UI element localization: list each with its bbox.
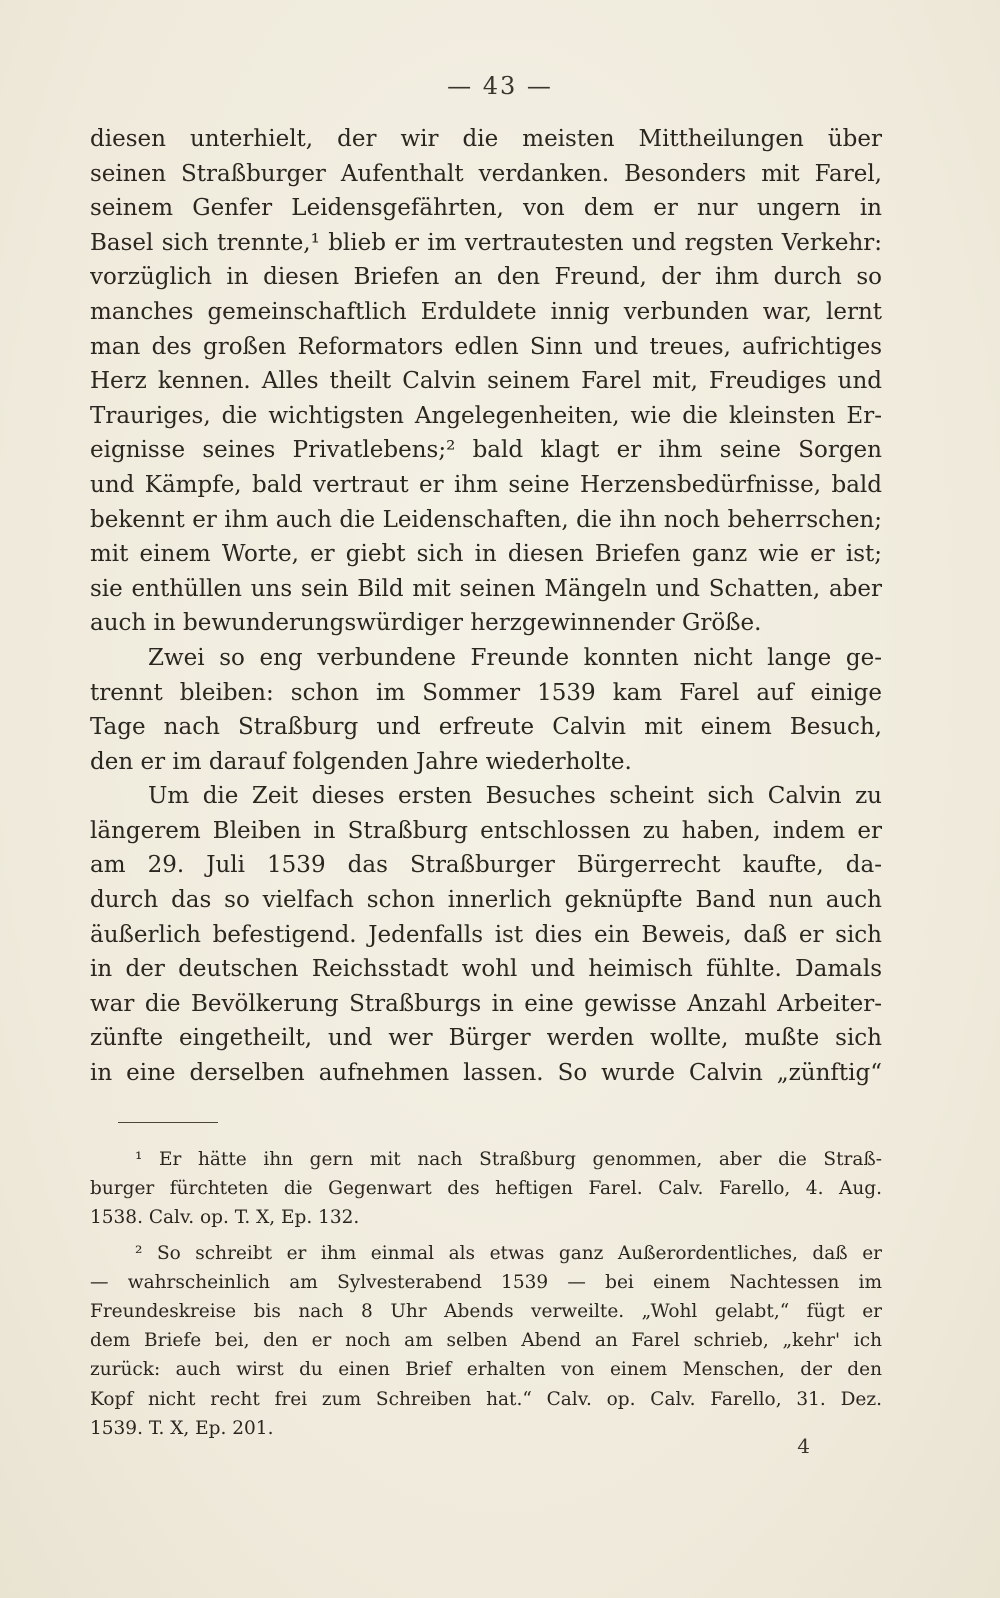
text-line: durch das so vielfach schon innerlich geknüpfte Band nun auch — [90, 887, 882, 914]
text-line: man des großen Reformators edlen Sinn und treues, aufrichtiges — [90, 333, 882, 360]
main-text — [90, 122, 882, 1091]
footnote-line: — wahrscheinlich am Sylvesterabend 1539 — bei einem Nachtessen im — [90, 1271, 882, 1293]
text-line: Tage nach Straßburg und erfreute Calvin mit einem Besuch, — [90, 714, 882, 741]
footnote-line: dem Briefe bei, den er noch am selben Abend an Farel schrieb, „kehr' ich — [90, 1330, 882, 1352]
text-line: am 29. Juli 1539 das Straßburger Bürgerrecht kaufte, da- — [90, 852, 882, 879]
footnote-line: 1539. T. X, Ep. 201. — [90, 1417, 274, 1439]
text-line: äußerlich befestigend. Jedenfalls ist dies ein Beweis, daß er sich — [90, 921, 882, 948]
text-line: sie enthüllen uns sein Bild mit seinen Mängeln und Schatten, aber — [90, 575, 882, 602]
text-line: seinen Straßburger Aufenthalt verdanken. Besonders mit Farel, — [90, 160, 882, 187]
footnote-line: ² So schreibt er ihm einmal als etwas ganz Außerordentliches, daß er — [135, 1242, 882, 1264]
text-line: und Kämpfe, bald vertraut er ihm seine Herzensbedürfnisse, bald — [90, 471, 882, 498]
footnote-line: zurück: auch wirst du einen Brief erhalten von einem Menschen, der den — [90, 1359, 882, 1381]
text-line: längerem Bleiben in Straßburg entschlossen zu haben, indem er — [90, 817, 882, 844]
text-line: auch in bewunderungswürdiger herzgewinnender Größe. — [90, 610, 762, 637]
footnotes — [90, 1145, 882, 1443]
text-line: mit einem Worte, er giebt sich in diesen Briefen ganz wie er ist; — [90, 541, 882, 568]
paragraph-start-line: Zwei so eng verbundene Freunde konnten nicht lange ge- — [148, 644, 882, 671]
footnote-line: burger fürchteten die Gegenwart des heftigen Farel. Calv. Farello, 4. Aug. — [90, 1178, 882, 1200]
text-line: manches gemeinschaftlich Erduldete innig verbunden war, lernt — [90, 298, 882, 325]
text-line: Trauriges, die wichtigsten Angelegenheiten, wie die kleinsten Er- — [90, 402, 882, 429]
footnote-line: Freundeskreise bis nach 8 Uhr Abends verweilte. „Wohl gelabt,“ fügt er — [90, 1300, 882, 1322]
text-line: in der deutschen Reichsstadt wohl und heimisch fühlte. Damals — [90, 956, 882, 983]
text-line: Herz kennen. Alles theilt Calvin seinem Farel mit, Freudiges und — [90, 368, 882, 395]
footnote-line: ¹ Er hätte ihn gern mit nach Straßburg genommen, aber die Straß- — [135, 1149, 882, 1170]
text-line: vorzüglich in diesen Briefen an den Freund, der ihm durch so — [90, 264, 882, 291]
text-line: den er im darauf folgenden Jahre wiederholte. — [90, 748, 632, 775]
page-number: — 43 — — [447, 72, 553, 100]
text-line: zünfte eingetheilt, und wer Bürger werden wollte, mußte sich — [90, 1025, 882, 1052]
footnote-line: 1538. Calv. op. T. X, Ep. 132. — [90, 1207, 360, 1229]
text-line: war die Bevölkerung Straßburgs in eine gewisse Anzahl Arbeiter- — [90, 990, 882, 1017]
signature-mark: 4 — [797, 1434, 810, 1458]
text-line: bekennt er ihm auch die Leidenschaften, die ihn noch beherrschen; — [90, 506, 882, 533]
text-line: in eine derselben aufnehmen lassen. So wurde Calvin „zünftig“ — [90, 1060, 882, 1087]
text-line: seinem Genfer Leidensgefährten, von dem er nur ungern in — [90, 195, 882, 222]
footnote-line: Kopf nicht recht frei zum Schreiben hat.“ Calv. op. Calv. Farello, 31. Dez. — [90, 1388, 882, 1410]
footnote-divider — [118, 1122, 218, 1123]
text-line: trennt bleiben: schon im Sommer 1539 kam Farel auf einige — [90, 679, 882, 706]
text-line: diesen unterhielt, der wir die meisten Mittheilungen über — [90, 126, 882, 152]
text-line: eignisse seines Privatlebens;² bald klagt er ihm seine Sorgen — [90, 437, 882, 464]
paragraph-start-line: Um die Zeit dieses ersten Besuches scheint sich Calvin zu — [148, 783, 882, 810]
text-line: Basel sich trennte,¹ blieb er im vertrautesten und regsten Verkehr: — [90, 229, 882, 256]
